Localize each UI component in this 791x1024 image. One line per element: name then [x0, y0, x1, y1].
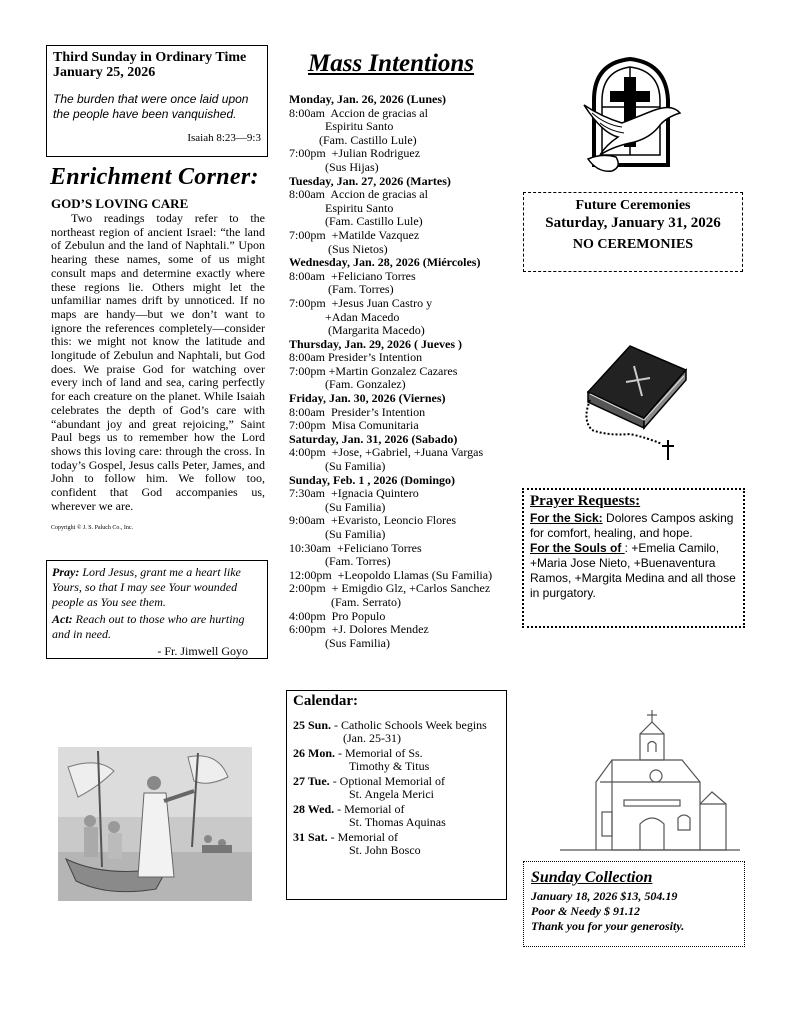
mass-intention-line: (Fam. Torres): [289, 282, 394, 297]
mass-intention-line: Espiritu Santo: [289, 200, 394, 215]
mass-intention-line: 2:00pm + Emigdio Glz, +Carlos Sanchez: [289, 581, 491, 596]
mass-day-heading: Friday, Jan. 30, 2026 (Viernes): [289, 391, 446, 406]
future-status: NO CEREMONIES: [572, 237, 694, 252]
mass-intention-line: (Fam. Castillo Lule): [289, 214, 423, 229]
mass-intention-line: 7:00pm Misa Comunitaria: [289, 418, 419, 433]
sick-request: [530, 511, 737, 541]
souls-text: : +Emelia Camilo, +Maria Jose Nieto, +Buenaventura Ramos, +Margita Medina and all those in purgatory.: [530, 541, 736, 600]
enrichment-paragraph: Two readings today refer to the northeast region of ancient Israel: “the land of Zebulun and the land of Naphtali.” Upon hearing these names, some of us might consult maps and determine exactly where these regions lie. Others might let the unfamiliar names drift by unnoticed. If no maps are handy—but we don’t want to ignore the references completely—consider this: we might not know the latitude and longitude of Zebulun and Naphtali, but God does. We praise God for watching over every inch of land and sea, caring perfectly for each creature on the planet. While Isaiah celebrates the depth of God’s care with “abundant joy and great rejoicing,” Saint Paul begs us to remember how the Lord shows this loving care: through the cross. In today’s Gospel, Jesus calls Peter, James, and John to follow him. We follow too, confident that God accompanies us, wherever we are.: [51, 211, 265, 513]
enrichment-body: [51, 212, 265, 513]
mass-intention-line: 8:00am Presider’s Intention: [289, 350, 423, 365]
mass-intention-line: 7:30am +Ignacia Quintero: [289, 486, 419, 501]
prayer-requests-title: Prayer Requests:: [530, 493, 641, 509]
pray-line: [52, 565, 262, 610]
prayer-action-box: [46, 560, 268, 659]
calendar-event: - Memorial of Ss.: [335, 745, 423, 760]
calendar-event-continued: St. John Bosco: [349, 843, 421, 857]
copyright-notice: Copyright © J. S. Paluch Co., Inc.: [51, 525, 134, 531]
mass-intention-line: 7:00pm +Matilde Vazquez: [289, 227, 420, 242]
mass-intention-line: 12:00pm +Leopoldo Llamas (Su Familia): [289, 567, 493, 582]
bible-rosary-icon: [582, 340, 690, 462]
souls-label: For the Souls of: [530, 541, 625, 555]
mass-intention-line: Espiritu Santo: [289, 119, 394, 134]
mass-intention-line: (Su Familia): [289, 527, 386, 541]
mass-intention-line: 4:00pm +Jose, +Gabriel, +Juana Vargas: [289, 445, 484, 460]
calendar-row: [293, 803, 500, 830]
mass-intention-line: 8:00am Accion de gracias al: [289, 187, 428, 202]
act-line: [52, 612, 262, 642]
mass-intention-line: (Fam. Castillo Lule): [289, 132, 417, 147]
mass-intention-line: (Fam. Serrato): [289, 594, 401, 609]
mass-day-heading: Wednesday, Jan. 28, 2026 (Miércoles): [289, 255, 481, 270]
calendar-row: [293, 747, 500, 774]
enrichment-heading: GOD’S LOVING CARE: [51, 196, 189, 211]
mass-day-heading: Saturday, Jan. 31, 2026 (Sabado): [289, 431, 458, 446]
prayer-requests-box: [522, 488, 745, 628]
mass-day-heading: Monday, Jan. 26, 2026 (Lunes): [289, 92, 447, 106]
mass-intention-line: (Su Familia): [289, 499, 386, 514]
calendar-event-continued: St. Angela Merici: [349, 787, 434, 801]
pray-text: Lord Jesus, grant me a heart like Yours, so that I may see Your wounded people as You see them.: [52, 565, 241, 609]
calendar-event: - Memorial of: [334, 801, 405, 816]
calendar-day: 28 Wed.: [293, 801, 335, 816]
collection-thanks: Thank you for your generosity.: [531, 919, 685, 933]
calendar-event-continued: Timothy & Titus: [349, 759, 430, 773]
enrichment-title: Enrichment Corner:: [50, 164, 259, 190]
mass-intention-line: 7:00pm +Jesus Juan Castro y: [289, 295, 433, 310]
mass-intention-line: (Sus Nietos): [289, 241, 388, 256]
mass-intention-line: (Su Familia): [289, 459, 386, 474]
mass-day-heading: Tuesday, Jan. 27, 2026 (Martes): [289, 173, 451, 188]
calendar-day: 26 Mon.: [293, 745, 335, 760]
scripture-reference: Isaiah 8:23—9:3: [187, 132, 261, 144]
mass-intentions-list: [289, 93, 514, 650]
calendar-event-continued: St. Thomas Aquinas: [349, 815, 446, 829]
calendar-list: [293, 719, 500, 858]
calendar-event: - Catholic Schools Week begins: [331, 717, 487, 732]
sunday-info-box: [46, 45, 268, 157]
calendar-event: - Memorial of: [327, 829, 398, 844]
mass-intention-line: 7:00pm +Julian Rodriguez: [289, 146, 421, 161]
act-text: Reach out to those who are hurting and in need.: [52, 612, 245, 641]
mass-intentions-title: Mass Intentions: [308, 50, 475, 77]
mass-intention-line: 8:00am Presider’s Intention: [289, 404, 426, 419]
future-ceremonies-box: [523, 192, 743, 272]
sick-label: For the Sick:: [530, 511, 603, 525]
calendar-event-continued: (Jan. 25-31): [343, 731, 401, 745]
sunday-date: January 25, 2026: [53, 65, 156, 80]
future-date: Saturday, January 31, 2026: [545, 215, 721, 231]
calendar-row: [293, 831, 500, 858]
calendar-day: 25 Sun.: [293, 717, 332, 732]
church-icon: [560, 708, 740, 854]
mass-day-heading: Sunday, Feb. 1 , 2026 (Domingo): [289, 472, 456, 487]
calendar-day: 31 Sat.: [293, 829, 328, 844]
mass-intention-line: (Sus Hijas): [289, 159, 379, 174]
mass-intention-line: 7:00pm +Martin Gonzalez Cazares: [289, 363, 458, 378]
mass-intention-line: (Fam. Torres): [289, 554, 391, 569]
sunday-collection-box: [523, 861, 745, 947]
calendar-title: Calendar:: [293, 693, 358, 709]
signature: - Fr. Jimwell Goyo: [157, 644, 248, 658]
calendar-row: [293, 775, 500, 802]
mass-intention-line: 10:30am +Feliciano Torres: [289, 540, 422, 555]
collection-amount: January 18, 2026 $13, 504.19: [531, 889, 678, 903]
mass-intention-line: 8:00am +Feliciano Torres: [289, 268, 416, 283]
future-title: Future Ceremonies: [575, 198, 691, 213]
souls-request: [530, 541, 737, 601]
mass-intention-line: 6:00pm +J. Dolores Mendez: [289, 622, 429, 637]
mass-intention-line: (Fam. Gonzalez): [289, 377, 406, 392]
mass-intention-line: (Margarita Macedo): [289, 323, 425, 338]
mass-intention-line: +Adan Macedo: [289, 309, 400, 324]
calendar-day: 27 Tue.: [293, 773, 330, 788]
pray-label: Pray:: [52, 565, 80, 579]
scripture-quote: The burden that were once laid upon the people have been vanquished.: [53, 92, 249, 121]
poor-needy-amount: Poor & Needy $ 91.12: [531, 904, 640, 918]
mass-intention-line: 8:00am Accion de gracias al: [289, 105, 428, 120]
mass-intention-line: 9:00am +Evaristo, Leoncio Flores: [289, 513, 457, 528]
sick-text: Dolores Campos asking for comfort, healing, and hope.: [530, 511, 734, 540]
sunday-title: Third Sunday in Ordinary Time: [53, 50, 247, 65]
mass-day-heading: Thursday, Jan. 29, 2026 ( Jueves ): [289, 336, 463, 351]
jesus-fishermen-illustration: [58, 747, 252, 901]
act-label: Act:: [52, 612, 73, 626]
stained-glass-dove-icon: [582, 55, 682, 175]
calendar-event: - Optional Memorial of: [329, 773, 445, 788]
mass-intention-line: (Sus Familia): [289, 635, 390, 650]
mass-intention-line: 4:00pm Pro Populo: [289, 608, 386, 623]
calendar-box: [286, 690, 507, 900]
collection-title: Sunday Collection: [531, 869, 653, 886]
calendar-row: [293, 719, 500, 746]
